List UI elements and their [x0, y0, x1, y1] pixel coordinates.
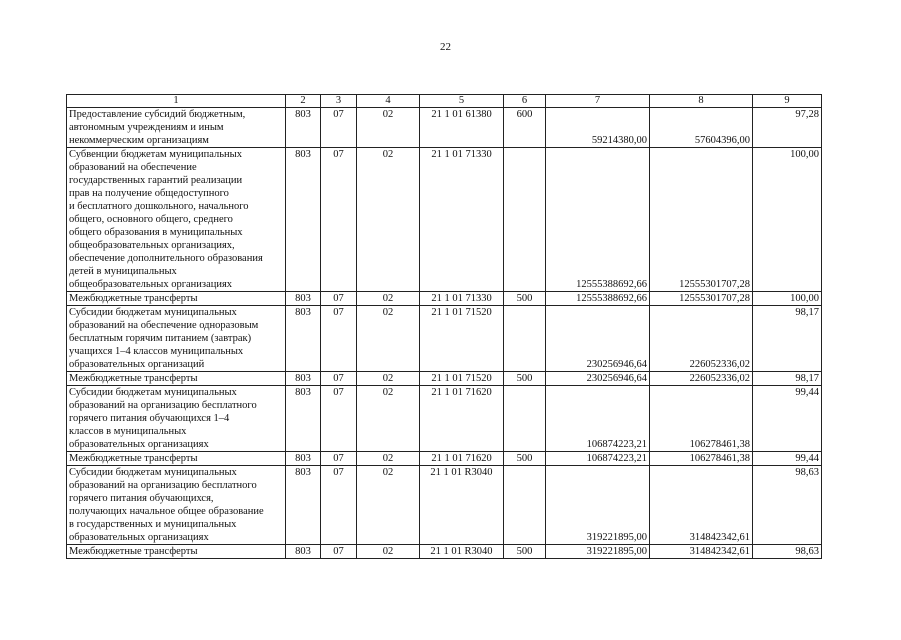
cell-target-article: 21 1 01 R3040	[420, 466, 504, 545]
header-col-8: 8	[650, 95, 753, 108]
table-row	[67, 466, 822, 545]
cell-section-code: 07	[321, 148, 357, 292]
cell-name: Межбюджетные трансферты	[67, 292, 286, 306]
cell-ministry-code: 803	[286, 148, 321, 292]
cell-section-code: 07	[321, 452, 357, 466]
cell-target-article: 21 1 01 71520	[420, 306, 504, 372]
cell-subsection-code: 02	[357, 108, 420, 148]
cell-planned-amount: 319221895,00	[546, 545, 650, 559]
header-col-7: 7	[546, 95, 650, 108]
cell-ministry-code: 803	[286, 108, 321, 148]
cell-planned-amount: 59214380,00	[546, 108, 650, 148]
cell-executed-amount: 314842342,61	[650, 545, 753, 559]
cell-executed-amount: 226052336,02	[650, 306, 753, 372]
cell-executed-amount: 106278461,38	[650, 386, 753, 452]
cell-planned-amount: 12555388692,66	[546, 148, 650, 292]
cell-planned-amount: 12555388692,66	[546, 292, 650, 306]
table-row	[67, 306, 822, 372]
cell-ministry-code: 803	[286, 292, 321, 306]
cell-planned-amount: 106874223,21	[546, 452, 650, 466]
cell-ministry-code: 803	[286, 466, 321, 545]
cell-section-code: 07	[321, 108, 357, 148]
cell-target-article: 21 1 01 R3040	[420, 545, 504, 559]
cell-name: Межбюджетные трансферты	[67, 545, 286, 559]
cell-subsection-code: 02	[357, 466, 420, 545]
cell-subsection-code: 02	[357, 545, 420, 559]
table-row	[67, 372, 822, 386]
cell-section-code: 07	[321, 466, 357, 545]
cell-planned-amount: 106874223,21	[546, 386, 650, 452]
header-col-4: 4	[357, 95, 420, 108]
table-header-row	[67, 95, 822, 108]
table-row	[67, 452, 822, 466]
table-row	[67, 386, 822, 452]
cell-ministry-code: 803	[286, 545, 321, 559]
cell-section-code: 07	[321, 292, 357, 306]
cell-subsection-code: 02	[357, 306, 420, 372]
table-body	[67, 95, 822, 559]
cell-planned-amount: 319221895,00	[546, 466, 650, 545]
cell-target-article: 21 1 01 71620	[420, 452, 504, 466]
cell-executed-amount: 57604396,00	[650, 108, 753, 148]
cell-executed-amount: 12555301707,28	[650, 148, 753, 292]
header-col-5: 5	[420, 95, 504, 108]
cell-name: Субвенции бюджетам муниципальных образований на обеспечение государственных гарантий реализации прав на получение общедоступного и бесплатного дошкольного, начального общего, основного общего, среднего общего образования в муниципальных общеобразовательных организациях, обеспечение дополнительного образования детей в муниципальных общеобразовательных организациях	[67, 148, 286, 292]
cell-section-code: 07	[321, 372, 357, 386]
cell-percent: 100,00	[753, 148, 822, 292]
cell-expense-type	[504, 306, 546, 372]
table-row	[67, 545, 822, 559]
cell-section-code: 07	[321, 306, 357, 372]
cell-name: Предоставление субсидий бюджетным, автономным учреждениям и иным некоммерческим организациям	[67, 108, 286, 148]
cell-ministry-code: 803	[286, 372, 321, 386]
cell-percent: 97,28	[753, 108, 822, 148]
cell-target-article: 21 1 01 71520	[420, 372, 504, 386]
cell-expense-type	[504, 148, 546, 292]
cell-subsection-code: 02	[357, 452, 420, 466]
header-col-3: 3	[321, 95, 357, 108]
cell-planned-amount: 230256946,64	[546, 306, 650, 372]
cell-percent: 98,17	[753, 372, 822, 386]
cell-percent: 98,17	[753, 306, 822, 372]
cell-expense-type: 500	[504, 372, 546, 386]
cell-target-article: 21 1 01 71620	[420, 386, 504, 452]
cell-section-code: 07	[321, 386, 357, 452]
cell-ministry-code: 803	[286, 306, 321, 372]
cell-subsection-code: 02	[357, 148, 420, 292]
table-row	[67, 292, 822, 306]
page-number: 22	[440, 41, 451, 53]
cell-expense-type: 500	[504, 292, 546, 306]
table-row	[67, 148, 822, 292]
cell-subsection-code: 02	[357, 372, 420, 386]
cell-expense-type	[504, 466, 546, 545]
cell-name: Субсидии бюджетам муниципальных образований на организацию бесплатного горячего питания обучающихся, получающих начальное общее образование в государственных и муниципальных образовательных организациях	[67, 466, 286, 545]
cell-section-code: 07	[321, 545, 357, 559]
cell-percent: 98,63	[753, 466, 822, 545]
cell-target-article: 21 1 01 71330	[420, 292, 504, 306]
cell-name: Межбюджетные трансферты	[67, 452, 286, 466]
cell-expense-type: 500	[504, 452, 546, 466]
header-col-1: 1	[67, 95, 286, 108]
cell-percent: 99,44	[753, 386, 822, 452]
cell-planned-amount: 230256946,64	[546, 372, 650, 386]
cell-ministry-code: 803	[286, 386, 321, 452]
budget-table	[66, 94, 822, 559]
cell-target-article: 21 1 01 71330	[420, 148, 504, 292]
cell-ministry-code: 803	[286, 452, 321, 466]
cell-executed-amount: 12555301707,28	[650, 292, 753, 306]
cell-percent: 100,00	[753, 292, 822, 306]
header-col-2: 2	[286, 95, 321, 108]
cell-expense-type: 600	[504, 108, 546, 148]
cell-subsection-code: 02	[357, 386, 420, 452]
header-col-6: 6	[504, 95, 546, 108]
cell-executed-amount: 314842342,61	[650, 466, 753, 545]
cell-target-article: 21 1 01 61380	[420, 108, 504, 148]
cell-name: Межбюджетные трансферты	[67, 372, 286, 386]
cell-name: Субсидии бюджетам муниципальных образований на обеспечение одноразовым бесплатным горячим питанием (завтрак) учащихся 1–4 классов муниципальных образовательных организаций	[67, 306, 286, 372]
cell-name: Субсидии бюджетам муниципальных образований на организацию бесплатного горячего питания обучающихся 1–4 классов в муниципальных образовательных организациях	[67, 386, 286, 452]
cell-executed-amount: 106278461,38	[650, 452, 753, 466]
cell-executed-amount: 226052336,02	[650, 372, 753, 386]
cell-subsection-code: 02	[357, 292, 420, 306]
cell-percent: 99,44	[753, 452, 822, 466]
cell-percent: 98,63	[753, 545, 822, 559]
table-row	[67, 108, 822, 148]
cell-expense-type	[504, 386, 546, 452]
cell-expense-type: 500	[504, 545, 546, 559]
header-col-9: 9	[753, 95, 822, 108]
